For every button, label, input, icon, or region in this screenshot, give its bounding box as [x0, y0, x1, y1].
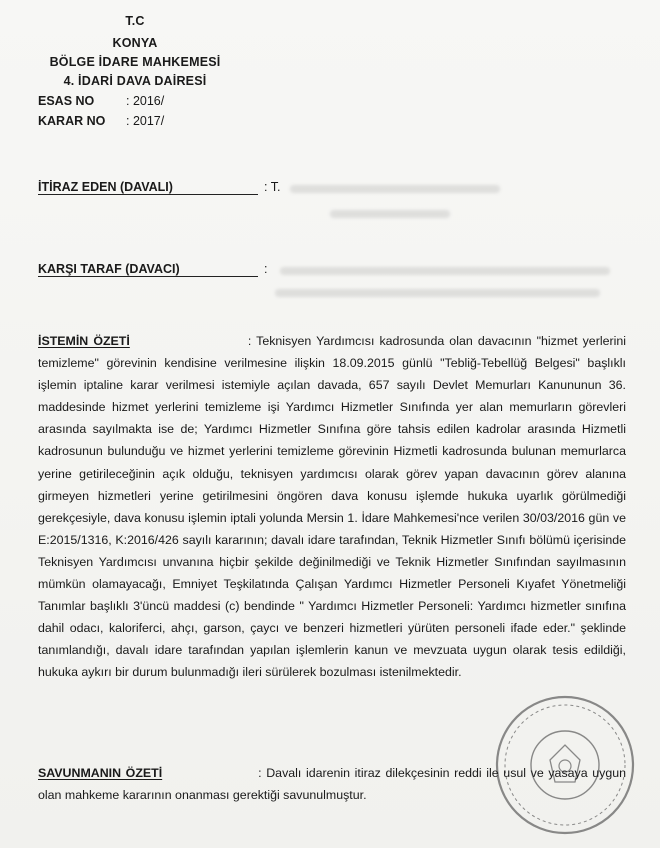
istem-ozeti-section	[38, 330, 626, 684]
karsi-taraf-value: :	[264, 262, 268, 276]
header-court: BÖLGE İDARE MAHKEMESİ	[49, 55, 221, 69]
istem-ozeti-text: : Teknisyen Yardımcısı kadrosunda olan davacının "hizmet yerlerini temizleme" görevinin kendisine verilmesine ilişkin 18.09.2015 günlü "Tebliğ-Tebellüğ Belgesi" başlıklı işlemin iptaline karar verilmesi istemiyle açılan davada, 657 sayılı Devlet Memurları Kanununun 36. maddesinde hizmet yerlerini temizleme işi Yardımcı Hizmetler Sınıfında yer alan memurların görevleri arasında sayılmakta ise de; Yardımcı Hizmetler Sınıfına göre tahsis edilen kadrolar arasında Hizmetli kadrosunun bulunduğu ve hizmet yerlerini temizleme görevinin Hizmetli kadrosunda bulunan memurlarca yerine getirileceğinin açık olduğu, teknisyen yardımcısı olarak görev yapan davacının görev alanına girmeyen hizmetleri yerine getirilmesini öngören dava konusu işlemde hukuka uyarlık görülmediği gerekçesiyle, dava konusu işlemin iptali yolunda Mersin 1. İdare Mahkemesi'nce verilen 30/03/2016 gün ve E:2015/1316, K:2016/426 sayılı kararının; davalı idare tarafından, Teknik Hizmetler Sınıfı bölümü içerisinde Teknisyen Yardımcısı unvanına hiçbir şekilde değinilmediği ve Teknik Hizmetler Sınıfından sayılmasının mümkün olamayacağı, Emniyet Teşkilatında Çalışan Yardımcı Hizmetler Personeli Kıyafet Yönetmeliği Tanımlar başlıklı 3'üncü maddesi (c) bendinde " Yardımcı Hizmetler Personeli: Yardımcı hizmetler sınıfına dahil odacı, kaloriferci, ahçı, garson, çaycı ve benzeri hizmetleri yürüten personeli ifade eder." şeklinde tanımlandığı, davalı idare tarafından yapılan işlemlerin kanun ve mevzuata uygun olarak tesis edildiği, hukuka aykırı bir durum bulunmadığı ileri sürülerek bozulması istenilmektedir.	[38, 334, 626, 680]
itiraz-eden-label: İTİRAZ EDEN (DAVALI)	[38, 180, 258, 195]
esas-value: : 2016/	[126, 94, 165, 108]
karar-value: : 2017/	[126, 114, 165, 128]
karar-no	[38, 114, 164, 128]
karar-label: KARAR NO	[38, 114, 106, 128]
header-city: KONYA	[112, 36, 158, 50]
itiraz-eden-value: : T.	[264, 180, 281, 194]
redaction-mark	[290, 185, 500, 193]
karsi-taraf-label: KARŞI TARAF (DAVACI)	[38, 262, 258, 277]
savunma-ozeti-section	[38, 762, 626, 806]
redaction-mark	[280, 267, 610, 275]
savunma-ozeti-label: SAVUNMANIN ÖZETİ	[38, 766, 163, 780]
redaction-mark	[330, 210, 450, 218]
header-chamber: 4. İDARİ DAVA DAİRESİ	[63, 74, 207, 88]
savunma-ozeti-text: : Davalı idarenin itiraz dilekçesinin reddi ile usul ve yasaya uygun olan mahkeme kararının onanması gerektiği savunulmuştur.	[38, 766, 626, 803]
istem-ozeti-label: İSTEMİN ÖZETİ	[38, 334, 130, 348]
redaction-mark	[275, 289, 600, 297]
esas-no	[38, 94, 164, 108]
esas-label: ESAS NO	[38, 94, 95, 108]
header-tc: T.C	[125, 14, 145, 28]
